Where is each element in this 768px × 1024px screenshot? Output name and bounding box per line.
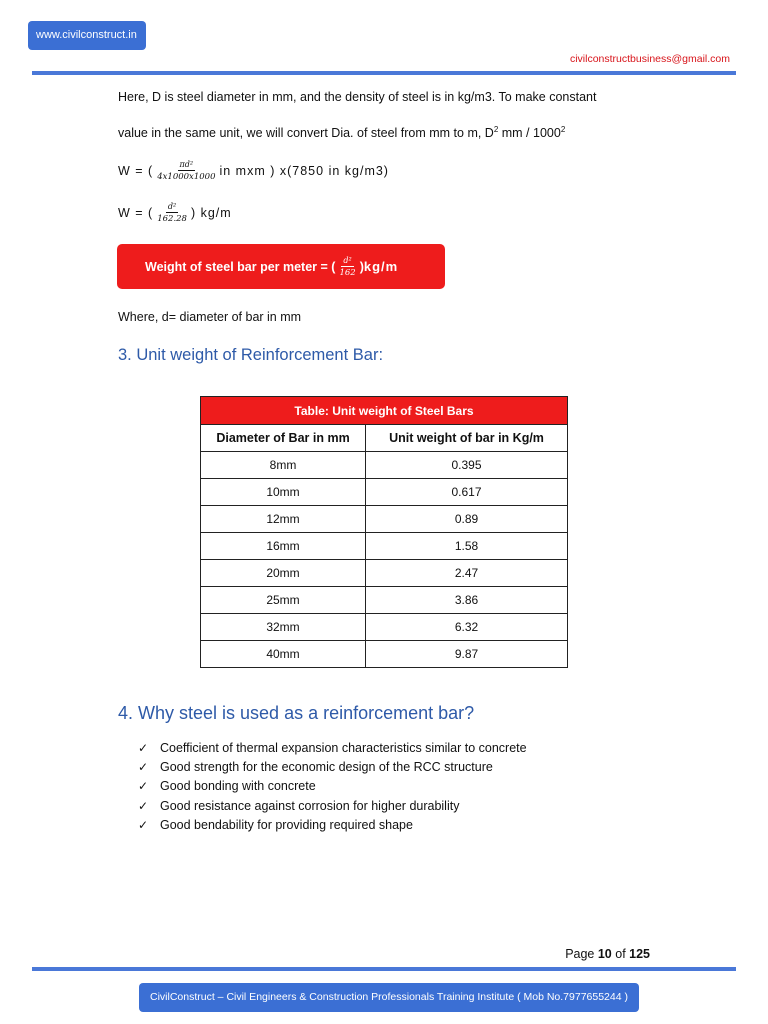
list-item-text: Good bendability for providing required shape	[160, 817, 413, 832]
table-cell: 0.89	[366, 506, 568, 533]
table-cell: 9.87	[366, 641, 568, 668]
column-header-diameter: Diameter of Bar in mm	[201, 425, 366, 452]
list-item-text: Good strength for the economic design of the RCC structure	[160, 759, 493, 774]
total-pages: 125	[629, 947, 650, 961]
denominator: 4x1000x1000	[157, 172, 216, 182]
table-cell: 1.58	[366, 533, 568, 560]
table-caption: Table: Unit weight of Steel Bars	[201, 397, 568, 425]
table-cell: 0.395	[366, 452, 568, 479]
intro-line-2-text: value in the same unit, we will convert Dia. of steel from mm to m, D	[118, 126, 494, 141]
table-header-row	[201, 425, 568, 452]
numerator: d²	[167, 202, 177, 211]
list-item-text: Good resistance against corrosion for higher durability	[160, 798, 460, 813]
list-item-text: Coefficient of thermal expansion characteristics similar to concrete	[160, 740, 527, 755]
table-cell: 40mm	[201, 641, 366, 668]
contact-email[interactable]: civilconstructbusiness@gmail.com	[569, 53, 730, 65]
intro-line-2-mid: mm / 1000	[498, 126, 561, 141]
equation-suffix: ) kg/m	[190, 206, 232, 220]
equation-2	[118, 202, 232, 224]
superscript: 2	[560, 125, 566, 134]
table-row	[201, 452, 568, 479]
section-3-heading: 3. Unit weight of Reinforcement Bar:	[118, 346, 384, 364]
list-item	[138, 815, 527, 834]
footer-divider	[32, 967, 736, 971]
table-row	[201, 560, 568, 587]
list-item	[138, 777, 527, 796]
callout-unit: kg/m	[363, 259, 399, 274]
equation-prefix: W = (	[118, 164, 154, 178]
where-note: Where, d= diameter of bar in mm	[118, 310, 302, 324]
table-row	[201, 587, 568, 614]
page-label: Page	[565, 947, 598, 961]
fraction	[339, 256, 355, 278]
fraction	[157, 202, 187, 224]
list-item-text: Good bonding with concrete	[160, 779, 316, 794]
table-row	[201, 506, 568, 533]
site-url-badge[interactable]: www.civilconstruct.in	[28, 21, 146, 50]
table-cell: 6.32	[366, 614, 568, 641]
reasons-list	[138, 738, 527, 834]
list-item	[138, 757, 527, 776]
header-divider	[32, 71, 736, 75]
table-caption-row	[201, 397, 568, 425]
checkmark-icon: ✓	[138, 798, 149, 813]
weight-formula-callout	[117, 244, 445, 289]
table-row	[201, 614, 568, 641]
table-cell: 32mm	[201, 614, 366, 641]
column-header-unit-weight: Unit weight of bar in Kg/m	[366, 425, 568, 452]
intro-line-1: Here, D is steel diameter in mm, and the density of steel is in kg/m3. To make constant	[118, 90, 597, 104]
checkmark-icon: ✓	[138, 740, 149, 755]
table-row	[201, 479, 568, 506]
section-4-heading: 4. Why steel is used as a reinforcement bar?	[118, 703, 475, 723]
callout-label: Weight of steel bar per meter = (	[145, 259, 336, 274]
current-page: 10	[597, 947, 612, 961]
superscript: 2	[493, 125, 499, 134]
table-cell: 0.617	[366, 479, 568, 506]
numerator: d²	[343, 255, 352, 265]
table-cell: 16mm	[201, 533, 366, 560]
checkmark-icon: ✓	[138, 779, 149, 794]
equation-suffix: in mxm ) x(7850 in kg/m3)	[219, 164, 389, 178]
table-cell: 2.47	[366, 560, 568, 587]
table-cell: 3.86	[366, 587, 568, 614]
checkmark-icon: ✓	[138, 759, 149, 774]
list-item	[138, 796, 527, 815]
denominator: 162	[339, 267, 356, 278]
equation-1	[118, 160, 389, 182]
equation-prefix: W = (	[118, 206, 154, 220]
table-cell: 10mm	[201, 479, 366, 506]
unit-weight-table	[200, 396, 568, 668]
numerator: πd²	[179, 160, 194, 169]
checkmark-icon: ✓	[138, 817, 149, 832]
table-cell: 12mm	[201, 506, 366, 533]
fraction	[157, 160, 215, 182]
table-row	[201, 641, 568, 668]
table-cell: 20mm	[201, 560, 366, 587]
callout-suffix: )	[359, 259, 364, 274]
page-number	[565, 947, 650, 961]
of-label: of	[611, 947, 630, 961]
table-cell: 25mm	[201, 587, 366, 614]
table-cell: 8mm	[201, 452, 366, 479]
list-item	[138, 738, 527, 757]
table-row	[201, 533, 568, 560]
denominator: 162.28	[157, 214, 187, 224]
footer-banner: CivilConstruct – Civil Engineers & Construction Professionals Training Institute ( Mob No.7977655244 )	[139, 983, 639, 1012]
intro-line-2	[118, 125, 565, 140]
